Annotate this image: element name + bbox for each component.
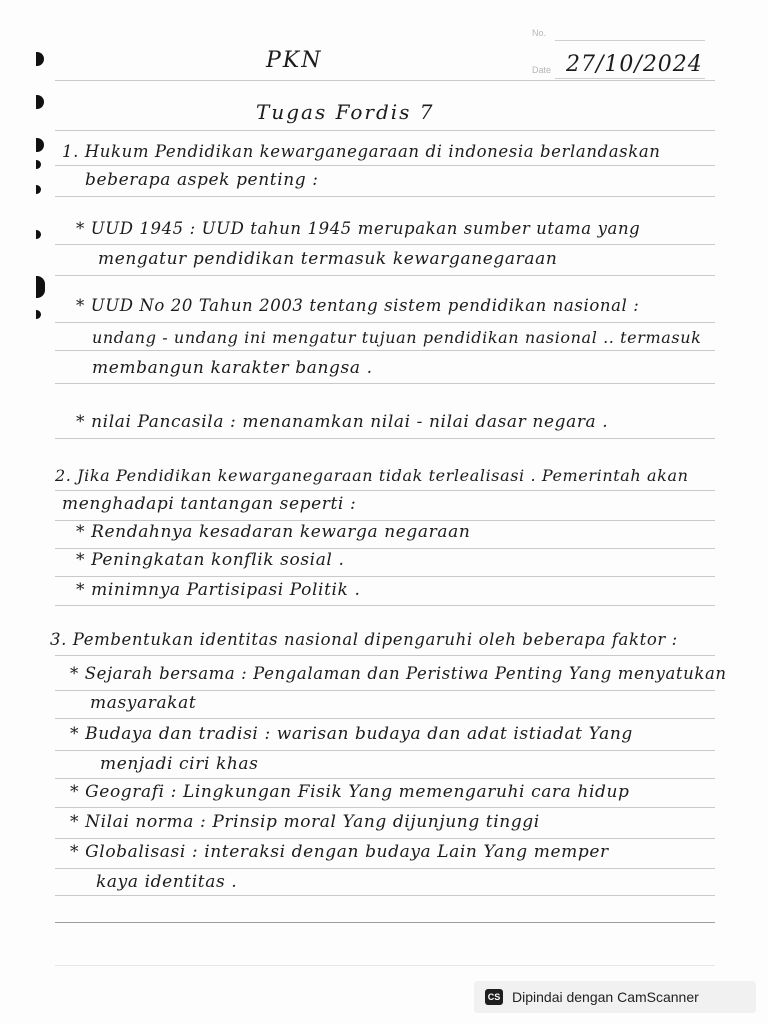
text-line: masyarakat: [90, 693, 197, 713]
date-line: [555, 78, 705, 79]
subject-heading: PKN: [266, 48, 323, 73]
text-line: * Peningkatan konflik sosial .: [76, 550, 345, 570]
binder-hole: [36, 185, 41, 194]
ruled-line: [55, 655, 715, 656]
no-line: [555, 40, 705, 41]
text-line: * UUD No 20 Tahun 2003 tentang sistem pendidikan nasional :: [76, 296, 640, 315]
ruled-line: [55, 80, 715, 81]
text-line: * Budaya dan tradisi : warisan budaya dan adat istiadat Yang: [70, 724, 633, 744]
binder-hole: [36, 160, 41, 169]
ruled-line: [55, 438, 715, 439]
no-label: No.: [532, 28, 547, 38]
binder-hole: [36, 95, 44, 109]
ruled-line: [55, 605, 715, 606]
ruled-line: [55, 196, 715, 197]
binder-hole: [36, 276, 45, 298]
text-line: * minimnya Partisipasi Politik .: [76, 580, 361, 600]
ruled-line: [55, 778, 715, 779]
ruled-line: [55, 576, 715, 577]
text-line: * Nilai norma : Prinsip moral Yang dijunjung tinggi: [70, 812, 540, 832]
text-line: * Sejarah bersama : Pengalaman dan Peristiwa Penting Yang menyatukan: [70, 664, 727, 683]
ruled-line: [55, 868, 715, 869]
text-line: 3. Pembentukan identitas nasional dipengaruhi oleh beberapa faktor :: [50, 630, 678, 649]
ruled-line: [55, 383, 715, 384]
ruled-line: [55, 244, 715, 245]
text-line: beberapa aspek penting :: [85, 170, 319, 190]
ruled-line: [55, 838, 715, 839]
text-line: * Globalisasi : interaksi dengan budaya Lain Yang memper: [70, 842, 609, 862]
text-line: undang - undang ini mengatur tujuan pendidikan nasional .. termasuk: [92, 328, 702, 347]
text-line: membangun karakter bangsa .: [92, 358, 373, 378]
ruled-line: [55, 130, 715, 131]
text-line: kaya identitas .: [96, 872, 238, 892]
text-line: menjadi ciri khas: [100, 754, 259, 774]
binder-hole: [36, 52, 44, 66]
ruled-line: [55, 750, 715, 751]
ruled-line: [55, 548, 715, 549]
binder-hole: [36, 230, 41, 239]
binder-hole: [36, 138, 44, 152]
ruled-line: [55, 275, 715, 276]
ruled-line: [55, 965, 715, 966]
camscanner-text: Dipindai dengan CamScanner: [512, 989, 699, 1005]
text-line: * nilai Pancasila : menanamkan nilai - nilai dasar negara .: [76, 412, 609, 432]
ruled-line: [55, 490, 715, 491]
ruled-line: [55, 922, 715, 923]
text-line: mengatur pendidikan termasuk kewarganegaraan: [98, 249, 558, 269]
ruled-line: [55, 350, 715, 351]
ruled-line: [55, 165, 715, 166]
text-line: 2. Jika Pendidikan kewarganegaraan tidak terlealisasi . Pemerintah akan: [55, 466, 689, 485]
date-label: Date: [532, 65, 552, 75]
ruled-line: [55, 895, 715, 896]
ruled-line: [55, 718, 715, 719]
binder-hole: [36, 310, 41, 319]
text-line: * Rendahnya kesadaran kewarga negaraan: [76, 522, 471, 542]
date-value: 27/10/2024: [566, 52, 703, 77]
text-line: menghadapi tantangan seperti :: [62, 494, 357, 514]
assignment-title: Tugas Fordis 7: [256, 100, 435, 124]
ruled-line: [55, 520, 715, 521]
text-line: 1. Hukum Pendidikan kewarganegaraan di indonesia berlandaskan: [62, 142, 661, 161]
text-line: * Geografi : Lingkungan Fisik Yang memengaruhi cara hidup: [70, 782, 630, 802]
ruled-line: [55, 322, 715, 323]
camscanner-badge: [474, 981, 756, 1013]
text-line: * UUD 1945 : UUD tahun 1945 merupakan sumber utama yang: [76, 219, 641, 238]
ruled-line: [55, 807, 715, 808]
ruled-line: [55, 690, 715, 691]
camscanner-icon: CS: [485, 989, 503, 1005]
